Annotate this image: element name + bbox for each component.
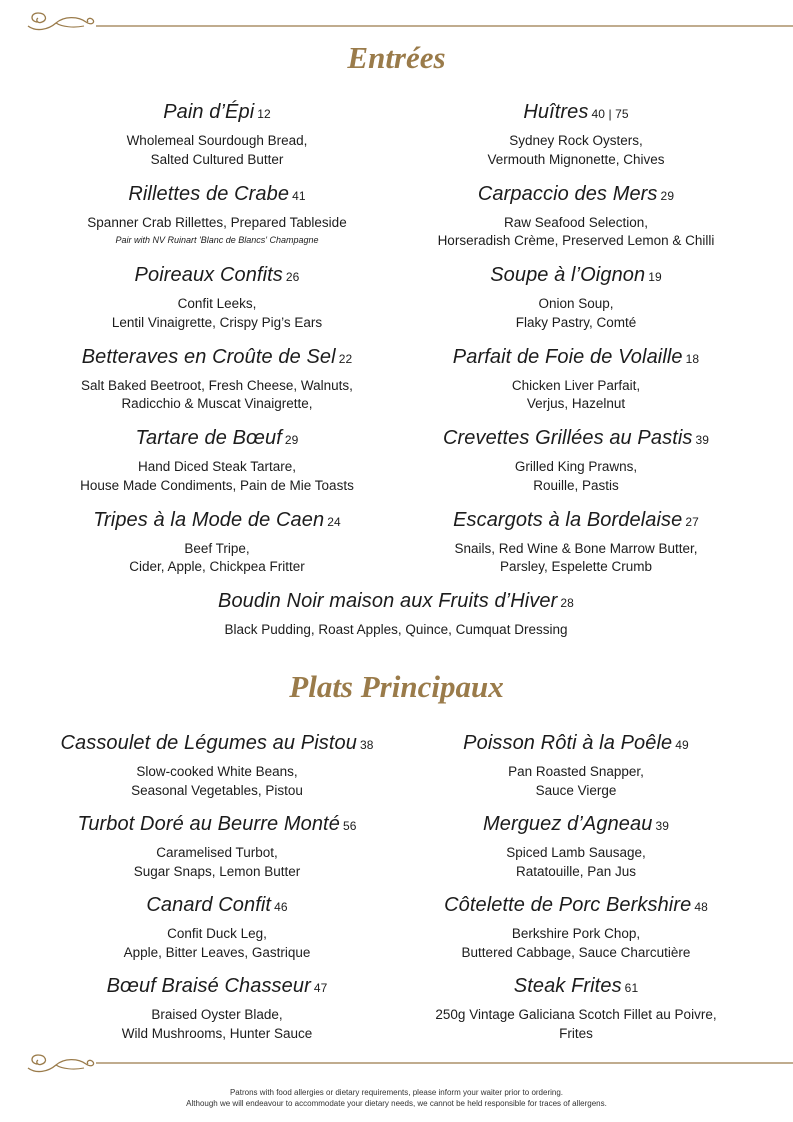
menu-item <box>96 589 696 640</box>
dish-name: Tripes à la Mode de Caen <box>93 508 325 531</box>
dish-description <box>376 844 776 881</box>
dish-name: Escargots à la Bordelaise <box>453 508 683 531</box>
menu-item <box>17 893 417 962</box>
dish-description <box>17 295 417 332</box>
dish-description-line: Spiced Lamb Sausage, <box>506 845 646 860</box>
dish-name-row <box>376 893 776 919</box>
menu-item <box>17 426 417 495</box>
dish-description-line: Vermouth Mignonette, Chives <box>487 151 665 167</box>
dish-price: 40 | 75 <box>591 107 629 121</box>
dish-description <box>376 1006 776 1043</box>
allergy-notice-line: Although we will endeavour to accommodate your dietary needs, we cannot be held responsible for traces of allergens. <box>186 1099 607 1108</box>
dish-description <box>17 1006 417 1043</box>
bottom-flourish-divider <box>26 1052 793 1076</box>
dish-description <box>17 540 417 577</box>
dish-description-line: Wild Mushrooms, Hunter Sauce <box>121 1025 313 1041</box>
dish-description <box>17 763 417 800</box>
dish-name: Poireaux Confits <box>134 264 283 286</box>
dish-description <box>96 621 696 640</box>
dish-name: Boudin Noir maison aux Fruits d’Hiver <box>218 590 558 612</box>
dish-description-line: Grilled King Prawns, <box>514 459 638 474</box>
dish-name-row <box>96 589 696 615</box>
dish-description-line: Raw Seafood Selection, <box>503 214 649 230</box>
dish-description-line: Snails, Red Wine & Bone Marrow Butter, <box>454 540 698 556</box>
dish-description-line: Hand Diced Steak Tartare, <box>137 459 297 474</box>
menu-item <box>17 731 417 800</box>
dish-name: Merguez d’Agneau <box>482 813 653 835</box>
dish-description-line: 250g Vintage Galiciana Scotch Fillet au Poivre, <box>435 1007 717 1022</box>
dish-name-row <box>17 974 417 1000</box>
dish-name-row <box>17 182 417 208</box>
dish-description-line: Confit Leeks, <box>177 296 257 311</box>
dish-description-line: Buttered Cabbage, Sauce Charcutière <box>461 944 691 960</box>
dish-description-line: Verjus, Hazelnut <box>526 396 626 411</box>
section-title-entrees: Entrées <box>347 40 446 75</box>
dish-description <box>17 925 417 962</box>
dish-description-line: Frites <box>559 1025 593 1041</box>
dish-name: Cassoulet de Légumes au Pistou <box>60 732 357 754</box>
menu-item <box>17 345 417 414</box>
dish-price: 29 <box>660 188 675 203</box>
menu-item <box>17 263 417 332</box>
dish-description <box>376 214 776 251</box>
menu-item <box>376 182 776 251</box>
dish-description-line: Beef Tripe, <box>184 540 250 556</box>
dish-description <box>376 377 776 414</box>
dish-description <box>376 763 776 800</box>
dish-description-line: Pan Roasted Snapper, <box>508 764 644 779</box>
dish-price: 22 <box>338 351 353 366</box>
dish-description-line: Caramelised Turbot, <box>156 845 278 860</box>
dish-price: 19 <box>648 270 662 284</box>
dish-name: Steak Frites <box>513 975 622 997</box>
dish-name-row <box>376 812 776 838</box>
dish-name: Tartare de Bœuf <box>135 427 282 449</box>
dish-description-line: Parsley, Espelette Crumb <box>499 559 653 574</box>
dish-description-line: Slow-cooked White Beans, <box>136 764 298 779</box>
section-title-plats-principaux: Plats Principaux <box>289 669 504 704</box>
dish-name-row <box>17 426 417 452</box>
dish-name-row <box>17 812 417 838</box>
dish-price: 47 <box>313 981 328 995</box>
dish-price: 28 <box>560 596 574 610</box>
dish-name-row <box>17 263 417 289</box>
dish-price: 41 <box>292 188 306 203</box>
dish-price: 56 <box>342 819 357 833</box>
dish-name-row <box>17 100 417 126</box>
dish-price: 26 <box>285 270 300 284</box>
dish-name-row <box>17 508 417 534</box>
dish-description-line: Salted Cultured Butter <box>150 151 284 167</box>
dish-name-row <box>376 182 776 208</box>
dish-description-line: Spanner Crab Rillettes, Prepared Tableside <box>87 214 347 230</box>
dish-name-row <box>376 974 776 1000</box>
menu-item <box>17 812 417 881</box>
menu-item <box>376 812 776 881</box>
dish-description-line: Black Pudding, Roast Apples, Quince, Cumquat Dressing <box>224 622 568 637</box>
dish-description <box>376 295 776 332</box>
menu-item <box>376 100 776 169</box>
dish-description-line: Chicken Liver Parfait, <box>511 377 641 393</box>
menu-item <box>376 426 776 495</box>
allergy-notice <box>0 1087 793 1109</box>
wine-pairing-note: Pair with NV Ruinart 'Blanc de Blancs' Champagne <box>115 235 319 245</box>
dish-description-line: Sugar Snaps, Lemon Butter <box>133 863 301 879</box>
dish-price: 29 <box>284 433 299 447</box>
dish-description <box>17 458 417 495</box>
dish-name: Poisson Rôti à la Poêle <box>463 732 673 754</box>
menu-item <box>376 974 776 1043</box>
top-flourish-divider <box>26 10 793 34</box>
dish-price: 46 <box>274 900 288 914</box>
menu-item <box>376 893 776 962</box>
dish-description-line: Confit Duck Leg, <box>167 926 267 941</box>
dish-description <box>376 132 776 169</box>
dish-name-row <box>376 345 776 371</box>
dish-name-row <box>376 100 776 126</box>
dish-description-line: Lentil Vinaigrette, Crispy Pig’s Ears <box>111 314 323 330</box>
dish-price: 27 <box>685 514 699 529</box>
menu-item <box>17 508 417 577</box>
dish-description-line: Horseradish Crème, Preserved Lemon & Chilli <box>437 233 715 248</box>
dish-price: 39 <box>655 819 670 833</box>
dish-description-line: Onion Soup, <box>538 296 614 311</box>
dish-price: 38 <box>359 738 374 752</box>
dish-description <box>376 458 776 495</box>
menu-item <box>17 974 417 1043</box>
dish-name: Canard Confit <box>146 894 272 916</box>
dish-name: Parfait de Foie de Volaille <box>452 345 683 368</box>
dish-price: 48 <box>694 900 708 914</box>
dish-name-row <box>376 263 776 289</box>
dish-name: Carpaccio des Mers <box>477 182 658 205</box>
dish-description-line: Cider, Apple, Chickpea Fritter <box>129 559 305 574</box>
dish-description-line: Sydney Rock Oysters, <box>509 133 643 148</box>
dish-description-line: Wholemeal Sourdough Bread, <box>126 133 308 148</box>
dish-description <box>376 925 776 962</box>
menu-item <box>376 345 776 414</box>
menu-item <box>17 100 417 169</box>
dish-description-line: Salt Baked Beetroot, Fresh Cheese, Walnuts, <box>81 377 353 393</box>
dish-name: Crevettes Grillées au Pastis <box>442 427 693 449</box>
dish-name: Côtelette de Porc Berkshire <box>444 894 692 916</box>
dish-name: Huîtres <box>523 101 589 123</box>
dish-name: Soupe à l’Oignon <box>490 264 646 286</box>
dish-price: 61 <box>624 981 639 995</box>
menu-item <box>376 731 776 800</box>
dish-description-line: Sauce Vierge <box>535 782 617 798</box>
dish-name: Turbot Doré au Beurre Monté <box>77 813 340 835</box>
dish-description <box>17 214 417 233</box>
dish-price: 18 <box>685 351 700 366</box>
dish-description-line: House Made Condiments, Pain de Mie Toasts <box>80 477 354 493</box>
dish-description-line: Seasonal Vegetables, Pistou <box>131 782 303 798</box>
dish-description-line: Rouille, Pastis <box>533 477 619 493</box>
dish-price: 12 <box>257 107 271 121</box>
dish-description-line: Radicchio & Muscat Vinaigrette, <box>121 396 313 411</box>
dish-name-row <box>376 508 776 534</box>
dish-name: Betteraves en Croûte de Sel <box>81 345 336 368</box>
dish-name-row <box>376 731 776 757</box>
dish-description <box>17 844 417 881</box>
dish-name-row <box>376 426 776 452</box>
dish-name: Pain d’Épi <box>163 101 255 123</box>
dish-price: 39 <box>695 433 710 447</box>
dish-description-line: Braised Oyster Blade, <box>151 1007 283 1022</box>
dish-description-line: Berkshire Pork Chop, <box>511 926 641 941</box>
dish-description <box>376 540 776 577</box>
dish-description-line: Apple, Bitter Leaves, Gastrique <box>123 944 311 960</box>
dish-name: Rillettes de Crabe <box>128 182 290 205</box>
menu-item <box>17 182 417 247</box>
allergy-notice-line: Patrons with food allergies or dietary requirements, please inform your waiter prior to ordering. <box>229 1088 564 1097</box>
dish-name: Bœuf Braisé Chasseur <box>106 975 311 997</box>
dish-price: 49 <box>675 738 689 752</box>
dish-price: 24 <box>327 514 341 529</box>
dish-name-row <box>17 731 417 757</box>
dish-description-line: Ratatouille, Pan Jus <box>515 863 637 879</box>
dish-name-row <box>17 893 417 919</box>
menu-item <box>376 508 776 577</box>
menu-item <box>376 263 776 332</box>
dish-description <box>17 377 417 414</box>
dish-name-row <box>17 345 417 371</box>
dish-description-line: Flaky Pastry, Comté <box>515 314 637 330</box>
dish-description <box>17 132 417 169</box>
